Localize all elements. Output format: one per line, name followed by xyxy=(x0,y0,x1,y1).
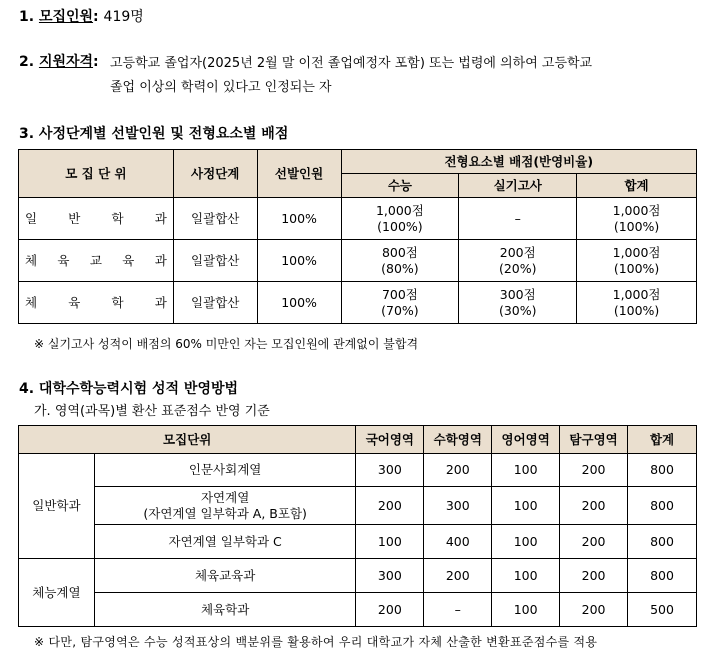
header-suneung: 수능 xyxy=(341,174,459,198)
group-cell: 일반학과 xyxy=(19,454,95,559)
eligibility-label: 지원자격 xyxy=(38,54,94,70)
header-selection: 선발인원 xyxy=(257,150,341,198)
inquiry-cell: 200 xyxy=(560,454,628,487)
section-4-subtitle: 가. 영역(과목)별 환산 표준점수 반영 기준 xyxy=(34,404,270,419)
english-cell: 100 xyxy=(492,525,560,559)
korean-cell: 200 xyxy=(356,593,424,627)
practical-cell: – xyxy=(459,198,577,240)
practical-cell: 300점 (30%) xyxy=(459,282,577,324)
header-english: 영어영역 xyxy=(492,426,560,454)
total-cell: 800 xyxy=(628,559,697,593)
recruit-count-label: 모집인원 xyxy=(38,9,94,25)
table-row xyxy=(19,525,697,559)
inquiry-cell: 200 xyxy=(560,593,628,627)
total-cell: 1,000점 (100%) xyxy=(577,240,697,282)
section-4-note: ※ 다만, 탐구영역은 수능 성적표상의 백분위를 활용하여 우리 대학교가 자체 산출한 변환표준점수를 적용 xyxy=(34,635,598,649)
section-number: 1. xyxy=(19,9,35,25)
english-cell: 100 xyxy=(492,454,560,487)
total-cell: 800 xyxy=(628,525,697,559)
eligibility-line-1: 고등학교 졸업자(2025년 2월 말 이전 졸업예정자 포함) 또는 법령에 의하여 고등학교 xyxy=(110,56,593,71)
section-2-heading xyxy=(19,51,99,71)
table-row xyxy=(19,559,697,593)
korean-cell: 100 xyxy=(356,525,424,559)
unit-cell: 체 육 학 과 xyxy=(19,282,174,324)
selection-cell: 100% xyxy=(257,240,341,282)
header-math: 수학영역 xyxy=(424,426,492,454)
practical-cell: 200점 (20%) xyxy=(459,240,577,282)
header-total: 합계 xyxy=(577,174,697,198)
track-cell: 자연계열 (자연계열 일부학과 A, B포함) xyxy=(94,487,356,525)
header-total: 합계 xyxy=(628,426,697,454)
table-row xyxy=(19,593,697,627)
section-4-title: 4. 대학수학능력시험 성적 반영방법 xyxy=(19,381,239,397)
total-cell: 1,000점 (100%) xyxy=(577,198,697,240)
header-unit: 모집단위 xyxy=(19,426,356,454)
inquiry-cell: 200 xyxy=(560,487,628,525)
suneung-cell: 1,000점 (100%) xyxy=(341,198,459,240)
header-korean: 국어영역 xyxy=(356,426,424,454)
section-1-heading xyxy=(19,6,144,26)
suneung-cell: 800점 (80%) xyxy=(341,240,459,282)
track-cell: 체육학과 xyxy=(94,593,356,627)
table-row xyxy=(19,282,697,324)
unit-cell: 체 육 교 육 과 xyxy=(19,240,174,282)
korean-cell: 300 xyxy=(356,559,424,593)
recruit-count-value: 419명 xyxy=(103,9,144,25)
section-3-note: ※ 실기고사 성적이 배점의 60% 미만인 자는 모집인원에 관계없이 불합격 xyxy=(34,337,419,351)
track-cell: 체육교육과 xyxy=(94,559,356,593)
inquiry-cell: 200 xyxy=(560,559,628,593)
math-cell: 400 xyxy=(424,525,492,559)
section-3-title: 3. 사정단계별 선발인원 및 전형요소별 배점 xyxy=(19,126,289,142)
english-cell: 100 xyxy=(492,559,560,593)
selection-score-table xyxy=(18,149,697,324)
colon: : xyxy=(93,9,99,25)
math-cell: 200 xyxy=(424,559,492,593)
unit-cell: 일 반 학 과 xyxy=(19,198,174,240)
suneung-score-table xyxy=(18,425,697,627)
stage-cell: 일괄합산 xyxy=(173,282,257,324)
korean-cell: 300 xyxy=(356,454,424,487)
header-practical: 실기고사 xyxy=(459,174,577,198)
math-cell: 200 xyxy=(424,454,492,487)
math-cell: 300 xyxy=(424,487,492,525)
stage-cell: 일괄합산 xyxy=(173,240,257,282)
header-unit: 모 집 단 위 xyxy=(19,150,174,198)
track-cell: 인문사회계열 xyxy=(94,454,356,487)
group-cell: 체능계열 xyxy=(19,559,95,627)
colon: : xyxy=(93,54,99,70)
track-cell: 자연계열 일부학과 C xyxy=(94,525,356,559)
korean-cell: 200 xyxy=(356,487,424,525)
math-cell: – xyxy=(424,593,492,627)
table-row xyxy=(19,454,697,487)
selection-cell: 100% xyxy=(257,282,341,324)
total-cell: 800 xyxy=(628,454,697,487)
eligibility-line-2: 졸업 이상의 학력이 있다고 인정되는 자 xyxy=(110,80,332,95)
total-cell: 1,000점 (100%) xyxy=(577,282,697,324)
table-row xyxy=(19,487,697,525)
table-row xyxy=(19,198,697,240)
total-cell: 500 xyxy=(628,593,697,627)
stage-cell: 일괄합산 xyxy=(173,198,257,240)
english-cell: 100 xyxy=(492,487,560,525)
inquiry-cell: 200 xyxy=(560,525,628,559)
header-stage: 사정단계 xyxy=(173,150,257,198)
total-cell: 800 xyxy=(628,487,697,525)
selection-cell: 100% xyxy=(257,198,341,240)
header-inquiry: 탐구영역 xyxy=(560,426,628,454)
header-score-group: 전형요소별 배점(반영비율) xyxy=(341,150,697,174)
table-row xyxy=(19,240,697,282)
suneung-cell: 700점 (70%) xyxy=(341,282,459,324)
section-number: 2. xyxy=(19,54,35,70)
english-cell: 100 xyxy=(492,593,560,627)
